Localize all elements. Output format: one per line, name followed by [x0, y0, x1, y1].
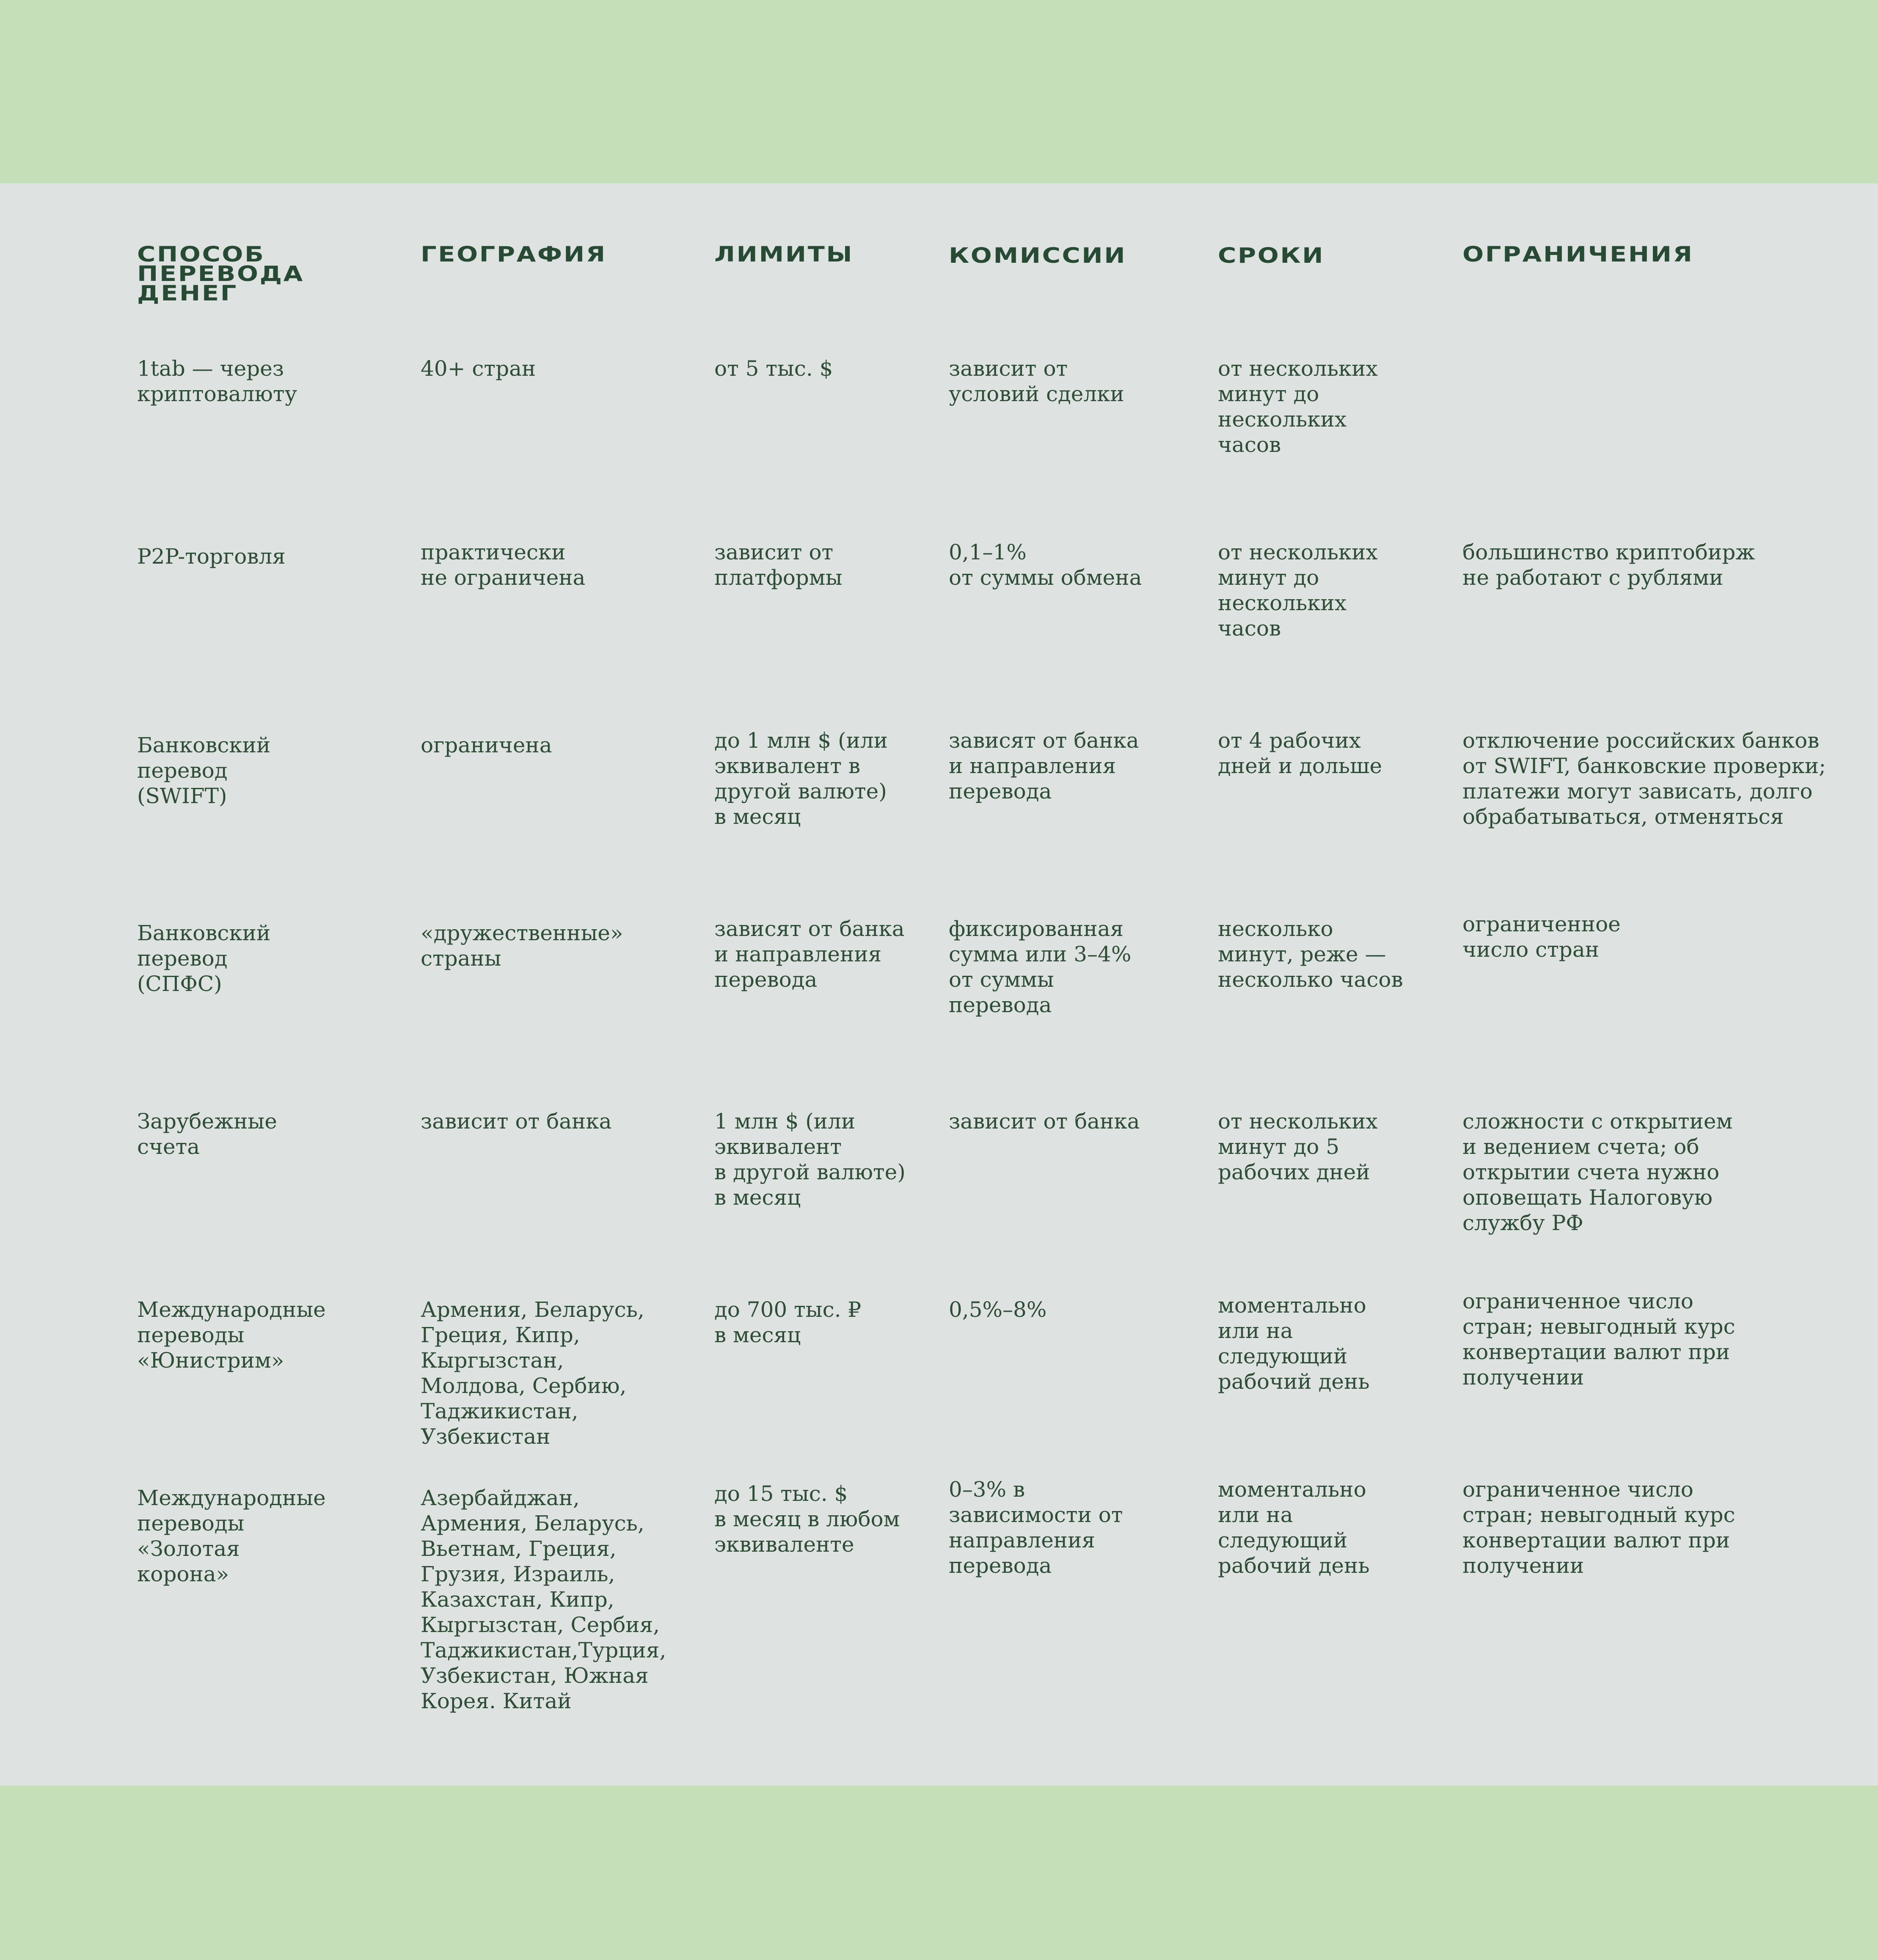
row-1-limits: от 5 тыс. $ — [714, 356, 833, 381]
row-7-geography: Азербайджан, Армения, Беларусь, Вьетнам, Греция, Грузия, Израиль, Казахстан, Кипр, Кыргызстан, Сербия, Таджикистан,Турция, Узбекистан, Южная Корея. Китай — [421, 1486, 666, 1713]
row-1-geography: 40+ стран — [421, 356, 536, 381]
row-3-restrictions: отключение российских банков от SWIFT, банковские проверки; платежи могут зависать, долго обрабатываться, отменяться — [1462, 728, 1826, 829]
row-6-geography: Армения, Беларусь, Греция, Кипр, Кыргызстан, Молдова, Сербию, Таджикистан, Узбекистан — [421, 1297, 644, 1449]
row-4-limits: зависят от банка и направления перевода — [714, 917, 905, 992]
row-5-restrictions: сложности с открытием и ведением счета; об открытии счета нужно оповещать Налоговую службу РФ — [1462, 1109, 1733, 1235]
row-4-terms: несколько минут, реже — несколько часов — [1218, 917, 1403, 992]
top-band — [0, 0, 1878, 183]
row-7-terms: моментально или на следующий рабочий день — [1218, 1477, 1370, 1578]
row-1-terms: от нескольких минут до нескольких часов — [1218, 356, 1378, 457]
row-6-fees: 0,5%–8% — [949, 1297, 1047, 1322]
row-1-fees: зависит от условий сделки — [949, 356, 1124, 406]
bottom-band — [0, 1786, 1878, 1960]
row-2-terms: от нескольких минут до нескольких часов — [1218, 540, 1378, 641]
row-6-restrictions: ограниченное число стран; невыгодный курс конвертации валют при получении — [1462, 1289, 1735, 1390]
header-geography: ГЕОГРАФИЯ — [421, 242, 607, 267]
header-limits: ЛИМИТЫ — [714, 242, 854, 267]
row-5-geography: зависит от банка — [421, 1109, 612, 1134]
row-3-limits: до 1 млн $ (или эквивалент в другой валюте) в месяц — [714, 728, 888, 829]
row-5-terms: от нескольких минут до 5 рабочих дней — [1218, 1109, 1378, 1184]
row-5-method: Зарубежные счета — [137, 1109, 277, 1159]
row-1-method: 1tab — через криптовалюту — [137, 356, 297, 406]
row-3-geography: ограничена — [421, 733, 552, 757]
row-4-restrictions: ограниченное число стран — [1462, 912, 1621, 962]
row-7-restrictions: ограниченное число стран; невыгодный курс конвертации валют при получении — [1462, 1477, 1735, 1578]
header-method: СПОСОБ ПЕРЕВОДА ДЕНЕГ — [137, 242, 304, 306]
row-2-geography: практически не ограничена — [421, 540, 586, 590]
comparison-table-panel — [0, 183, 1878, 1786]
row-3-terms: от 4 рабочих дней и дольше — [1218, 728, 1382, 778]
row-4-fees: фиксированная сумма или 3–4% от суммы перевода — [949, 917, 1132, 1017]
row-7-method: Международные переводы «Золотая корона» — [137, 1486, 326, 1586]
row-6-terms: моментально или на следующий рабочий день — [1218, 1293, 1370, 1394]
row-2-limits: зависит от платформы — [714, 540, 843, 590]
row-6-method: Международные переводы «Юнистрим» — [137, 1297, 326, 1373]
row-6-limits: до 700 тыс. ₽ в месяц — [714, 1297, 862, 1347]
row-4-geography: «дружественные» страны — [421, 921, 623, 971]
row-3-method: Банковский перевод (SWIFT) — [137, 733, 271, 808]
row-2-fees: 0,1–1% от суммы обмена — [949, 540, 1142, 590]
header-restrictions: ОГРАНИЧЕНИЯ — [1462, 242, 1694, 267]
row-7-fees: 0–3% в зависимости от направления перевода — [949, 1477, 1123, 1578]
row-2-restrictions: большинство криптобирж не работают с рублями — [1462, 540, 1755, 590]
row-5-limits: 1 млн $ (или эквивалент в другой валюте) в месяц — [714, 1109, 906, 1210]
header-terms: СРОКИ — [1218, 243, 1325, 268]
row-3-fees: зависят от банка и направления перевода — [949, 728, 1139, 804]
header-fees: КОМИССИИ — [949, 243, 1127, 268]
row-4-method: Банковский перевод (СПФС) — [137, 921, 271, 996]
row-7-limits: до 15 тыс. $ в месяц в любом эквиваленте — [714, 1481, 900, 1557]
row-5-fees: зависит от банка — [949, 1109, 1140, 1134]
row-2-method: P2P-торговля — [137, 544, 286, 569]
